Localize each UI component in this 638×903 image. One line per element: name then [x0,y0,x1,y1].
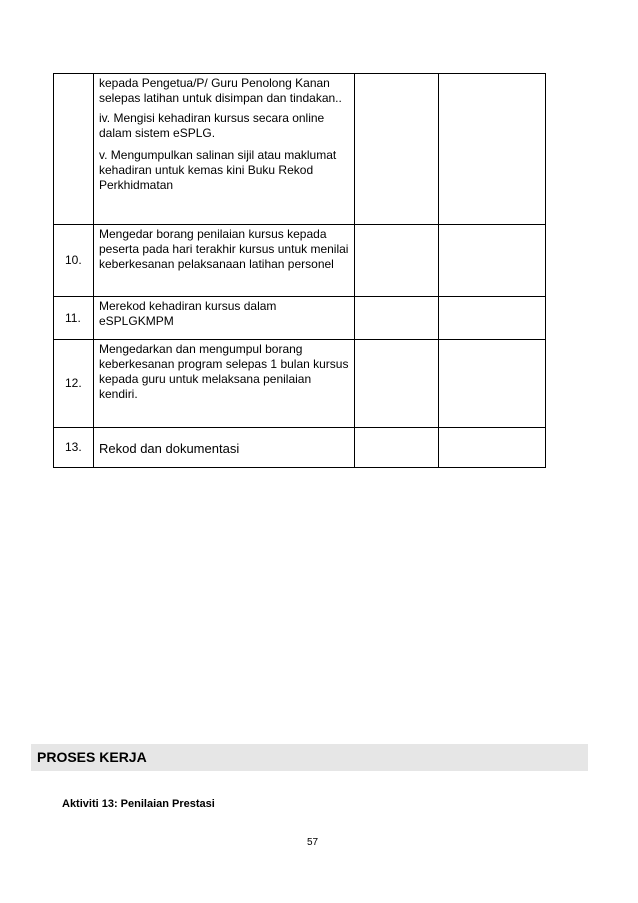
empty-cell [355,428,439,468]
page-number: 57 [307,837,319,848]
empty-cell [355,74,439,225]
empty-cell [355,340,439,428]
row-description-cell [94,428,355,468]
section-heading: PROSES KERJA [31,744,588,771]
empty-cell [439,225,546,297]
row-description-cell [94,340,355,428]
table-row [54,225,546,297]
description-paragraph: Rekod dan dokumentasi [99,441,240,456]
empty-cell [439,297,546,340]
activity-label: Aktiviti 13: Penilaian Prestasi [62,798,215,810]
row-description-cell [94,297,355,340]
description-paragraph: iv. Mengisi kehadiran kursus secara online dalam sistem eSPLG. [99,111,325,140]
description-paragraph: v. Mengumpulkan salinan sijil atau maklumat kehadiran untuk kemas kini Buku Rekod Perkhidmatan [99,148,337,192]
table-row [54,340,546,428]
work-process-table [53,73,546,468]
row-number: 10. [65,253,82,267]
empty-cell [355,225,439,297]
empty-cell [355,297,439,340]
empty-cell [439,74,546,225]
row-number-cell [54,225,94,297]
row-number: 13. [65,440,82,454]
row-number-cell [54,428,94,468]
row-description-cell [94,74,355,225]
row-description-cell [94,225,355,297]
description-paragraph: kepada Pengetua/P/ Guru Penolong Kanan selepas latihan untuk disimpan dan tindakan.. [99,76,342,105]
table-row [54,428,546,468]
row-number: 12. [65,376,82,390]
row-number-cell [54,74,94,225]
description-paragraph: Mengedarkan dan mengumpul borang keberkesanan program selepas 1 bulan kursus kepada guru untuk melaksana penilaian kendiri. [99,342,349,401]
table-row [54,297,546,340]
description-paragraph: Merekod kehadiran kursus dalam eSPLGKMPM [99,299,277,328]
row-number-cell [54,340,94,428]
table-row [54,74,546,225]
empty-cell [439,428,546,468]
description-paragraph: Mengedar borang penilaian kursus kepada peserta pada hari terakhir kursus untuk menilai keberkesanan pelaksanaan latihan personel [99,227,349,271]
row-number: 11. [65,310,81,325]
row-number-cell [54,297,94,340]
empty-cell [439,340,546,428]
